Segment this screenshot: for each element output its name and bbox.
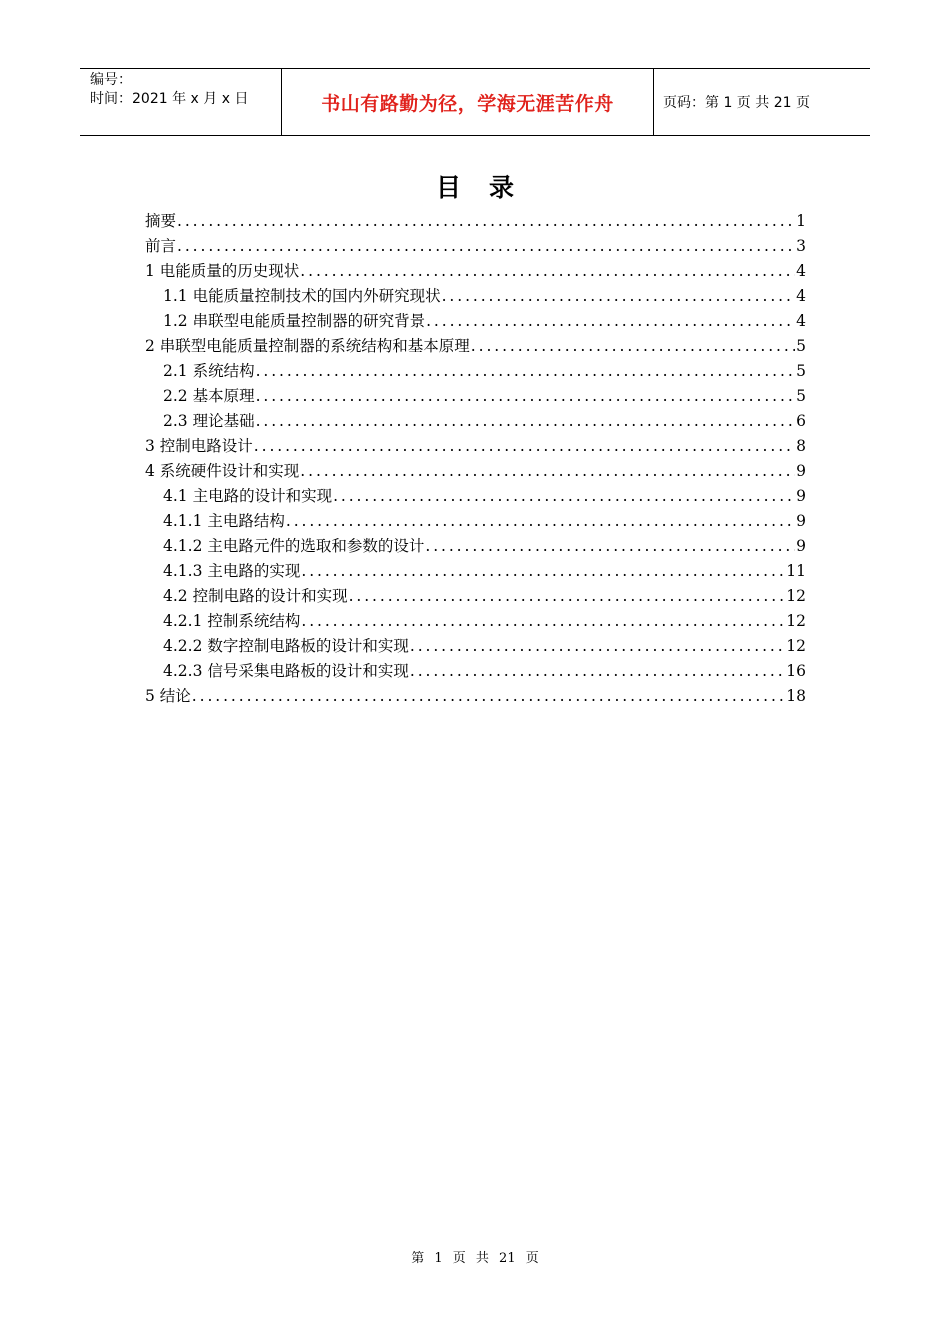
toc-entry-page: 5 [796, 337, 806, 355]
toc-entry[interactable] [145, 384, 806, 409]
toc-entry-page: 9 [796, 512, 806, 530]
toc-entry[interactable] [145, 309, 806, 334]
header-motto-cell [281, 69, 654, 135]
toc-dot-leader [333, 484, 795, 509]
toc-dot-leader [471, 334, 795, 359]
toc-entry[interactable] [145, 609, 806, 634]
toc-entry-label: 2 串联型电能质量控制器的系统结构和基本原理 [145, 337, 470, 355]
header-page-info: 页码：第 1 页 共 21 页 [663, 95, 810, 111]
header-motto: 书山有路勤为径，学海无涯苦作舟 [321, 92, 614, 115]
toc-entry-page: 9 [796, 487, 806, 505]
toc-entry-label: 前言 [145, 237, 177, 255]
toc-entry-page: 4 [796, 287, 806, 305]
toc-entry[interactable] [145, 584, 806, 609]
toc-dot-leader [286, 509, 795, 534]
toc-dot-leader [256, 359, 796, 384]
toc-dot-leader [256, 384, 796, 409]
toc-entry-page: 11 [786, 562, 806, 580]
table-of-contents [145, 209, 806, 709]
toc-dot-leader [300, 259, 795, 284]
toc-entry-label: 4.1 主电路的设计和实现 [163, 487, 333, 505]
toc-entry-page: 1 [796, 212, 806, 230]
toc-entry[interactable] [145, 659, 806, 684]
toc-entry[interactable] [145, 484, 806, 509]
toc-entry-page: 16 [786, 662, 806, 680]
toc-dot-leader [349, 584, 786, 609]
toc-entry[interactable] [145, 234, 806, 259]
toc-entry[interactable] [145, 634, 806, 659]
toc-entry[interactable] [145, 334, 806, 359]
toc-entry-page: 12 [786, 637, 806, 655]
toc-entry-label: 4.2.1 控制系统结构 [163, 612, 301, 630]
toc-entry-label: 1.1 电能质量控制技术的国内外研究现状 [163, 287, 441, 305]
toc-dot-leader [426, 309, 795, 334]
toc-entry-label: 摘要 [145, 212, 177, 230]
document-number-label: 编号： [90, 72, 132, 88]
toc-entry-page: 5 [796, 387, 806, 405]
toc-entry-label: 4.2 控制电路的设计和实现 [163, 587, 348, 605]
toc-entry[interactable] [145, 409, 806, 434]
toc-entry-page: 3 [796, 237, 806, 255]
toc-entry[interactable] [145, 534, 806, 559]
toc-dot-leader [442, 284, 796, 309]
toc-entry-label: 4.1.2 主电路元件的选取和参数的设计 [163, 537, 425, 555]
toc-dot-leader [256, 409, 796, 434]
toc-entry-page: 9 [796, 462, 806, 480]
toc-dot-leader [177, 234, 795, 259]
toc-entry-page: 8 [796, 437, 806, 455]
toc-entry-page: 12 [786, 587, 806, 605]
toc-entry-label: 1 电能质量的历史现状 [145, 262, 300, 280]
toc-entry-label: 1.2 串联型电能质量控制器的研究背景 [163, 312, 426, 330]
page-title: 目录 [435, 173, 542, 202]
toc-dot-leader [254, 434, 795, 459]
toc-entry-label: 4 系统硬件设计和实现 [145, 462, 300, 480]
toc-entry[interactable] [145, 459, 806, 484]
toc-entry-page: 4 [796, 262, 806, 280]
toc-entry[interactable] [145, 209, 806, 234]
toc-entry-label: 4.1.3 主电路的实现 [163, 562, 301, 580]
toc-entry-label: 4.2.2 数字控制电路板的设计和实现 [163, 637, 409, 655]
header-page-cell [654, 69, 870, 135]
toc-entry[interactable] [145, 284, 806, 309]
toc-entry-page: 9 [796, 537, 806, 555]
toc-dot-leader [301, 559, 785, 584]
toc-entry-label: 2.3 理论基础 [163, 412, 255, 430]
toc-dot-leader [177, 209, 795, 234]
toc-entry-page: 6 [796, 412, 806, 430]
toc-entry-page: 12 [786, 612, 806, 630]
toc-dot-leader [410, 634, 785, 659]
toc-entry[interactable] [145, 684, 806, 709]
document-header [80, 68, 870, 136]
toc-entry-page: 5 [796, 362, 806, 380]
toc-entry[interactable] [145, 559, 806, 584]
toc-entry-label: 4.2.3 信号采集电路板的设计和实现 [163, 662, 409, 680]
toc-entry-page: 4 [796, 312, 806, 330]
toc-entry[interactable] [145, 434, 806, 459]
toc-dot-leader [410, 659, 785, 684]
toc-entry-label: 2.1 系统结构 [163, 362, 255, 380]
toc-entry-label: 5 结论 [145, 687, 191, 705]
toc-entry[interactable] [145, 509, 806, 534]
document-time-label: 时间：2021 年 x 月 x 日 [90, 91, 249, 107]
toc-entry[interactable] [145, 359, 806, 384]
toc-entry[interactable] [145, 259, 806, 284]
page-footer: 第 1 页 共 21 页 [411, 1251, 539, 1266]
toc-dot-leader [425, 534, 795, 559]
toc-dot-leader [192, 684, 785, 709]
toc-entry-page: 18 [786, 687, 806, 705]
toc-entry-label: 4.1.1 主电路结构 [163, 512, 285, 530]
toc-dot-leader [301, 609, 785, 634]
toc-entry-label: 3 控制电路设计 [145, 437, 253, 455]
header-meta-cell [80, 69, 281, 135]
toc-entry-label: 2.2 基本原理 [163, 387, 255, 405]
toc-dot-leader [300, 459, 795, 484]
